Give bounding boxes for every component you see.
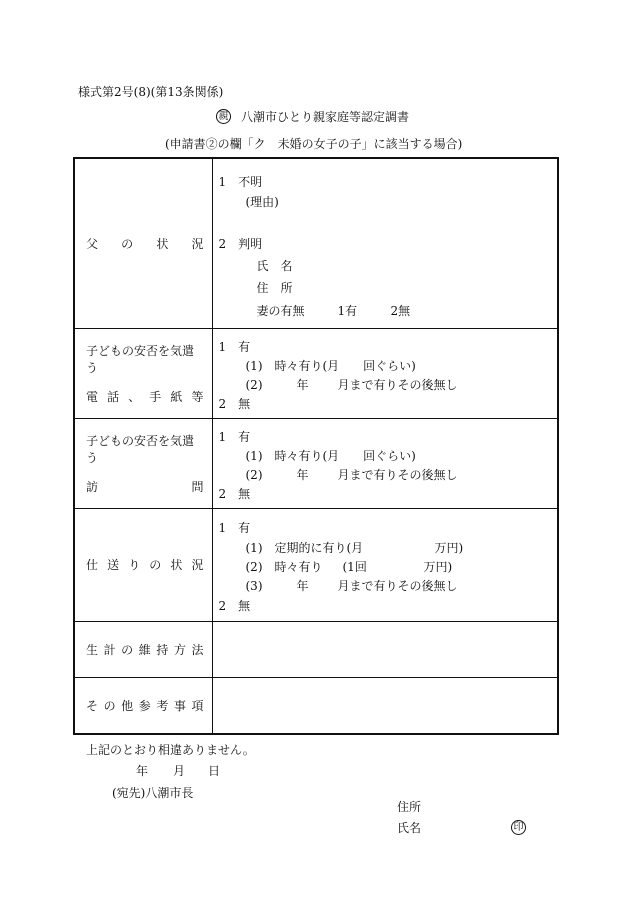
visit-until-option: (2) [245,467,263,482]
applicant-address-label: 住所 [397,800,422,814]
other-notes-input-cell[interactable] [212,677,558,734]
label-father-status: 父 の 状 況 [86,236,204,251]
label-livelihood-method: 生 計 の 維 持 方 法 [86,642,204,657]
row-phone-letters [74,328,558,418]
applicant-name-label: 氏名 [397,821,422,835]
label-remittance-status: 仕 送 り の 状 況 [86,558,204,572]
remittance-sometimes-option: (2) 時々有り [245,559,323,574]
father-reason-label: (理由) [245,195,279,209]
remittance-yes-option: 1 有 [218,520,251,535]
seal-mark-icon: 親 [216,109,231,124]
phone-no-option: 2 無 [218,396,251,411]
value-cell-father[interactable] [212,158,558,328]
label-cell-livelihood [74,621,212,677]
visit-sometimes-option: (1) 時々有り(月 回ぐらい) [245,448,416,463]
row-father-status [74,158,558,328]
remittance-until-month: 月まで有りその後無し [337,578,458,593]
father-wife-label: 妻の有無 [256,304,305,318]
label-cell-father [74,158,212,328]
father-wife-yes: 1有 [337,304,358,318]
row-livelihood [74,621,558,677]
father-wife-no: 2無 [390,304,411,318]
document-subtitle: (申請書②の欄「ク 未婚の女子の子」に該当する場合) [165,137,463,151]
declaration-statement: 上記のとおり相違ありません。 [86,743,255,757]
addressee-label: (宛先)八潮市長 [112,786,194,800]
document-title: 八潮市ひとり親家庭等認定調書 [241,110,410,124]
value-cell-visit[interactable] [212,418,558,508]
row-remittance [74,508,558,621]
label-phone-line2: 電 話 、 手 紙 等 [86,389,204,404]
father-unknown-option: 1 不明 [218,175,263,189]
father-known-option: 2 判明 [218,237,263,251]
row-visits [74,418,558,508]
label-other-notes: そ の 他 参 考 事 項 [86,698,204,713]
remittance-no-option: 2 無 [218,598,251,613]
seal-stamp-icon: 印 [511,820,526,835]
visit-yes-option: 1 有 [218,429,251,444]
phone-until-option: (2) [245,377,263,392]
form-number: 様式第2号(8)(第13条関係) [78,85,224,99]
label-phone-line1: 子どもの安否を気遣う [86,343,195,375]
visit-until-year: 年 [296,467,309,482]
phone-until-month: 月まで有りその後無し [337,377,458,392]
visit-no-option: 2 無 [218,486,251,501]
value-cell-phone[interactable] [212,328,558,418]
remittance-until-option: (3) [245,578,263,593]
row-other-notes [74,677,558,734]
label-visit-line1: 子どもの安否を気遣う [86,433,195,465]
remittance-sometimes-amount: 万円) [423,559,453,574]
remittance-regular-option: (1) 定期的に有り(月 [245,540,364,555]
label-cell-phone [74,328,212,418]
date-year-label: 年 [136,764,149,778]
remittance-until-year: 年 [296,578,309,593]
date-month-label: 月 [173,764,186,778]
value-cell-remittance[interactable] [212,508,558,621]
label-visit-line2: 訪 問 [86,479,204,494]
phone-yes-option: 1 有 [218,339,251,354]
label-cell-remittance [74,508,212,621]
father-name-label: 氏 名 [256,259,293,273]
livelihood-input-cell[interactable] [212,621,558,677]
remittance-sometimes-per: (1回 [342,559,367,574]
label-cell-visit [74,418,212,508]
phone-until-year: 年 [296,377,309,392]
label-cell-other [74,677,212,734]
visit-until-month: 月まで有りその後無し [337,467,458,482]
date-day-label: 日 [208,764,221,778]
father-address-label: 住 所 [256,281,293,295]
remittance-regular-amount: 万円) [434,540,464,555]
certification-table [73,157,559,735]
phone-sometimes-option: (1) 時々有り(月 回ぐらい) [245,358,416,373]
